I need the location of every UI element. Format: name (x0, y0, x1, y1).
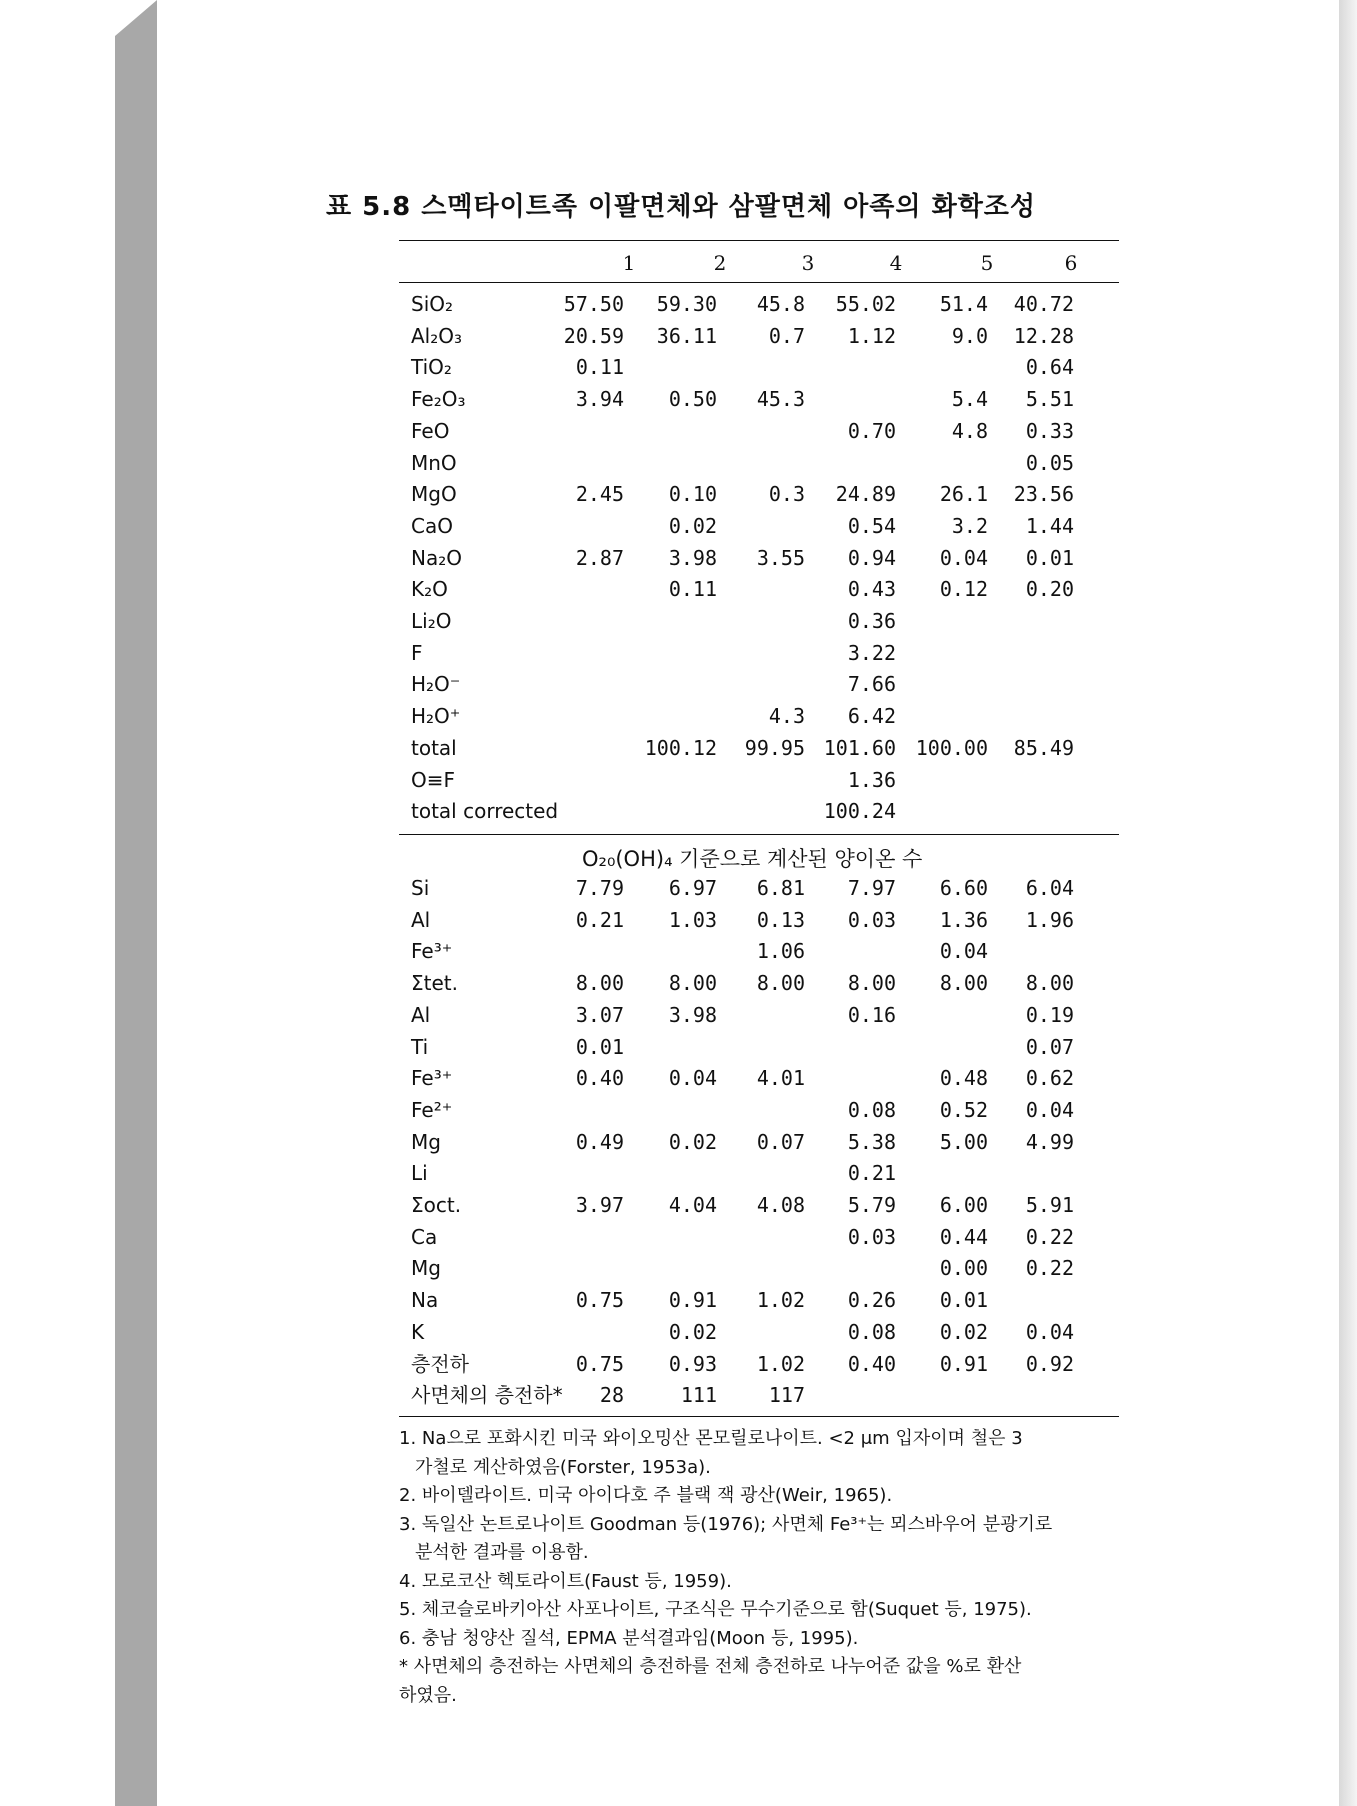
table-row (399, 448, 1119, 478)
table-row (399, 1095, 1119, 1125)
table-top-rule (399, 240, 1119, 241)
table-cell: 4.08 (756, 1193, 805, 1217)
table-row (399, 733, 1119, 763)
table-cell: 0.70 (847, 418, 896, 443)
table-cell: 5.79 (847, 1193, 896, 1217)
table-cell: 0.52 (939, 1097, 988, 1122)
table-cell: 3.2 (951, 513, 988, 538)
table-cell: 1.44 (1025, 513, 1074, 538)
table-cell: 0.43 (847, 577, 896, 602)
table-cell: 0.62 (1025, 1066, 1074, 1091)
row-label: K (411, 1319, 425, 1344)
footnote-line: 2. 바이델라이트. 미국 아이다호 주 블랙 잭 광산(Weir, 1965). (399, 1485, 893, 1506)
table-cell: 0.75 (575, 1288, 624, 1313)
table-cell: 99.95 (744, 735, 805, 760)
row-label: Ca (411, 1224, 438, 1249)
footnote (399, 1425, 1129, 1482)
table-cell: 0.26 (847, 1288, 896, 1313)
row-label: 사면체의 층전하* (411, 1383, 563, 1408)
row-label: Fe³⁺ (411, 939, 453, 964)
footnote-line: 5. 체코슬로바키아산 사포나이트, 구조식은 무수기준으로 함(Suquet 등, 1975). (399, 1599, 1032, 1620)
table-cell: 6.04 (1025, 876, 1074, 900)
table-cell: 7.79 (575, 876, 624, 900)
book-spine-corner (115, 0, 157, 36)
table-cell: 0.49 (575, 1129, 624, 1154)
table-cell: 111 (680, 1383, 717, 1408)
table-cell: 28 (599, 1383, 624, 1408)
table-cell: 4.8 (951, 418, 988, 443)
footnote-line: 3. 독일산 논트로나이트 Goodman 등(1976); 사면체 Fe³⁺는 뫼스바우어 분광기로 (399, 1513, 1053, 1535)
row-label: Σoct. (411, 1193, 462, 1217)
table-row (399, 1317, 1119, 1347)
table-cell: 3.55 (756, 545, 805, 570)
table-cell: 0.36 (847, 609, 896, 633)
row-label: H₂O⁺ (411, 704, 461, 729)
table-cell: 5.38 (847, 1129, 896, 1154)
table-cell: 9.0 (951, 323, 988, 348)
footnote (399, 1596, 1129, 1625)
table-row (399, 352, 1119, 382)
table-row (399, 1349, 1119, 1379)
table-cell: 0.04 (668, 1066, 717, 1091)
row-label: H₂O⁻ (411, 672, 461, 697)
row-label: O≡F (411, 767, 456, 792)
table-cell: 1.02 (756, 1351, 805, 1376)
table-cell: 100.12 (644, 735, 717, 760)
table-cell: 6.97 (668, 876, 717, 900)
table-row (399, 321, 1119, 351)
table-cell: 1.96 (1025, 907, 1074, 932)
column-header: 3 (801, 251, 815, 275)
table-row (399, 574, 1119, 604)
table-cell: 0.93 (668, 1351, 717, 1376)
table-cell: 0.13 (756, 907, 805, 932)
table-cell: 0.04 (939, 939, 988, 964)
table-row (399, 905, 1119, 935)
row-label: TiO₂ (411, 355, 452, 380)
table-cell: 51.4 (939, 292, 988, 316)
cation-section-heading: O₂₀(OH)₄ 기준으로 계산된 양이온 수 (582, 847, 923, 871)
row-label: F (411, 640, 423, 665)
table-cell: 0.22 (1025, 1224, 1074, 1249)
footnote (399, 1653, 1129, 1710)
table-row (399, 416, 1119, 446)
table-cell: 5.51 (1025, 387, 1074, 412)
table-row (399, 936, 1119, 966)
table-row (399, 1032, 1119, 1062)
row-label: Al (411, 1002, 431, 1027)
row-label: Ti (411, 1034, 429, 1059)
table-row (399, 1222, 1119, 1252)
table-cell: 1.12 (847, 323, 896, 348)
table-cell: 3.97 (575, 1193, 624, 1217)
table-cell: 0.94 (847, 545, 896, 570)
table-cell: 40.72 (1013, 292, 1074, 316)
table-cell: 0.33 (1025, 418, 1074, 443)
footnote-line: 1. Na으로 포화시킨 미국 와이오밍산 몬모릴로나이트. <2 μm 입자이며 철은 3 (399, 1428, 1023, 1449)
table-cell: 5.00 (939, 1129, 988, 1154)
header-rule (399, 282, 1119, 283)
table-cell: 1.02 (756, 1288, 805, 1313)
table-cell: 0.16 (847, 1002, 896, 1027)
page-edge-shadow (1339, 0, 1357, 1806)
table-cell: 5.4 (951, 387, 988, 412)
table-cell: 8.00 (939, 971, 988, 996)
table-cell: 6.42 (847, 704, 896, 729)
table-cell: 0.08 (847, 1319, 896, 1344)
row-label: total corrected (411, 799, 559, 824)
column-header: 1 (622, 251, 636, 275)
table-cell: 0.02 (668, 1319, 717, 1344)
table-cell: 0.07 (756, 1129, 805, 1154)
row-label: K₂O (411, 577, 448, 602)
table-cell: 0.54 (847, 513, 896, 538)
table-cell: 0.64 (1025, 355, 1074, 380)
row-label: Si (411, 876, 430, 900)
table-row (399, 796, 1119, 826)
table-cell: 0.04 (939, 545, 988, 570)
footnote-line: * 사면체의 층전하는 사면체의 층전하를 전체 층전하로 나누어준 값을 %로 환산 (399, 1656, 1022, 1677)
table-cell: 8.00 (847, 971, 896, 996)
table-cell: 0.7 (768, 323, 805, 348)
table-cell: 85.49 (1013, 735, 1074, 760)
table-cell: 8.00 (756, 971, 805, 996)
table-row (399, 289, 1119, 319)
table-cell: 4.04 (668, 1193, 717, 1217)
table-cell: 0.91 (668, 1288, 717, 1313)
table-row (399, 384, 1119, 414)
row-label: Al (411, 907, 431, 932)
table-cell: 4.01 (756, 1066, 805, 1091)
table-row (399, 669, 1119, 699)
table-cell: 0.40 (847, 1351, 896, 1376)
table-cell: 57.50 (563, 292, 624, 316)
table-cell: 6.81 (756, 876, 805, 900)
table-cell: 0.44 (939, 1224, 988, 1249)
row-label: SiO₂ (411, 292, 454, 316)
column-header: 6 (1064, 251, 1078, 275)
table-cell: 6.60 (939, 876, 988, 900)
table-row (399, 479, 1119, 509)
table-cell: 36.11 (656, 323, 717, 348)
table-cell: 0.12 (939, 577, 988, 602)
row-label: total (411, 735, 457, 760)
table-cell: 0.22 (1025, 1256, 1074, 1281)
row-label: Mg (411, 1256, 441, 1281)
row-label: Fe³⁺ (411, 1066, 453, 1091)
table-cell: 20.59 (563, 323, 624, 348)
table-cell: 45.3 (756, 387, 805, 412)
table-cell: 0.03 (847, 907, 896, 932)
footnote-line: 4. 모로코산 헥토라이트(Faust 등, 1959). (399, 1570, 732, 1592)
table-row (399, 1158, 1119, 1188)
row-label: Σtet. (411, 971, 458, 996)
table-cell: 0.01 (575, 1034, 624, 1059)
table-cell: 0.50 (668, 387, 717, 412)
row-label: Mg (411, 1129, 441, 1154)
table-cell: 0.11 (575, 355, 624, 380)
table-cell: 23.56 (1013, 482, 1074, 507)
table-cell: 0.21 (575, 907, 624, 932)
footnote (399, 1625, 1129, 1654)
table-cell: 55.02 (835, 292, 896, 316)
table-row (399, 638, 1119, 668)
table-title: 표 5.8 스멕타이트족 이팔면체와 삼팔면체 아족의 화학조성 (326, 192, 1037, 222)
table-cell: 0.03 (847, 1224, 896, 1249)
table-cell: 0.02 (939, 1319, 988, 1344)
column-header: 5 (980, 251, 994, 275)
table-cell: 0.10 (668, 482, 717, 507)
table-cell: 59.30 (656, 292, 717, 316)
table-cell: 0.01 (1025, 545, 1074, 570)
row-label: Li (411, 1161, 428, 1186)
table-cell: 0.48 (939, 1066, 988, 1091)
table-cell: 2.87 (575, 545, 624, 570)
table-cell: 0.05 (1025, 450, 1074, 475)
table-cell: 0.02 (668, 1129, 717, 1154)
footnote-line: 분석한 결과를 이용함. (415, 1542, 589, 1563)
table-cell: 7.97 (847, 876, 896, 900)
table-cell: 7.66 (847, 672, 896, 697)
table-cell: 0.11 (668, 577, 717, 602)
table-cell: 4.99 (1025, 1129, 1074, 1154)
table-cell: 0.08 (847, 1097, 896, 1122)
table-cell: 0.04 (1025, 1097, 1074, 1122)
table-cell: 101.60 (823, 735, 896, 760)
table-row (399, 1253, 1119, 1283)
table-row (399, 543, 1119, 573)
table-cell: 8.00 (668, 971, 717, 996)
footnote (399, 1568, 1129, 1597)
table-cell: 1.03 (668, 907, 717, 932)
footnotes (399, 1425, 1129, 1710)
table-row (399, 511, 1119, 541)
table-cell: 8.00 (575, 971, 624, 996)
table-row (399, 873, 1119, 903)
table-cell: 0.00 (939, 1256, 988, 1281)
table-cell: 5.91 (1025, 1193, 1074, 1217)
table-row (399, 1380, 1119, 1410)
column-header: 4 (889, 251, 903, 275)
table-cell: 8.00 (1025, 971, 1074, 996)
table-row (399, 1285, 1119, 1315)
row-label: FeO (411, 418, 450, 443)
table-cell: 0.3 (768, 482, 805, 507)
column-header: 2 (713, 251, 727, 275)
table-cell: 26.1 (939, 482, 988, 507)
table-cell: 0.07 (1025, 1034, 1074, 1059)
table-cell: 117 (768, 1383, 805, 1408)
table-cell: 3.07 (575, 1002, 624, 1027)
row-label: Na₂O (411, 545, 462, 570)
table-bottom-rule (399, 1416, 1119, 1417)
footnote (399, 1482, 1129, 1511)
table-cell: 45.8 (756, 292, 805, 316)
table-cell: 3.94 (575, 387, 624, 412)
table-cell: 0.20 (1025, 577, 1074, 602)
footnote-line: 6. 충남 청양산 질석, EPMA 분석결과임(Moon 등, 1995). (399, 1627, 859, 1649)
table-cell: 0.04 (1025, 1319, 1074, 1344)
table-cell: 0.01 (939, 1288, 988, 1313)
table-cell: 3.22 (847, 640, 896, 665)
table-cell: 12.28 (1013, 323, 1074, 348)
row-label: Al₂O₃ (411, 323, 463, 348)
table-cell: 3.98 (668, 1002, 717, 1027)
row-label: MgO (411, 482, 457, 507)
section-rule (399, 834, 1119, 835)
table-cell: 0.02 (668, 513, 717, 538)
footnote-line: 가철로 계산하였음(Forster, 1953a). (415, 1456, 711, 1478)
row-label: Li₂O (411, 609, 452, 633)
table-cell: 4.3 (768, 704, 805, 729)
table-row (399, 765, 1119, 795)
table-row (399, 968, 1119, 998)
table-row (399, 1190, 1119, 1220)
row-label: 층전하 (411, 1351, 469, 1376)
row-label: CaO (411, 513, 453, 538)
table-cell: 0.92 (1025, 1351, 1074, 1376)
row-label: Fe²⁺ (411, 1097, 453, 1122)
book-spine (115, 0, 157, 1806)
table-cell: 1.06 (756, 939, 805, 964)
table-cell: 0.91 (939, 1351, 988, 1376)
table-cell: 3.98 (668, 545, 717, 570)
table-cell: 24.89 (835, 482, 896, 507)
table-row (399, 606, 1119, 636)
row-label: Fe₂O₃ (411, 387, 466, 412)
table-cell: 0.75 (575, 1351, 624, 1376)
footnote-line: 하였음. (399, 1684, 457, 1706)
column-header-row (399, 248, 1119, 278)
table-row (399, 1063, 1119, 1093)
table-cell: 100.24 (823, 799, 896, 824)
row-label: Na (411, 1288, 439, 1313)
table-row (399, 701, 1119, 731)
table-cell: 6.00 (939, 1193, 988, 1217)
table-row (399, 1000, 1119, 1030)
footnote (399, 1511, 1129, 1568)
table-cell: 100.00 (915, 735, 988, 760)
table-cell: 0.40 (575, 1066, 624, 1091)
table-cell: 2.45 (575, 482, 624, 507)
table-cell: 0.19 (1025, 1002, 1074, 1027)
table-cell: 0.21 (847, 1161, 896, 1186)
table-cell: 1.36 (847, 767, 896, 792)
table-row (399, 1127, 1119, 1157)
row-label: MnO (411, 450, 457, 475)
table-cell: 1.36 (939, 907, 988, 932)
